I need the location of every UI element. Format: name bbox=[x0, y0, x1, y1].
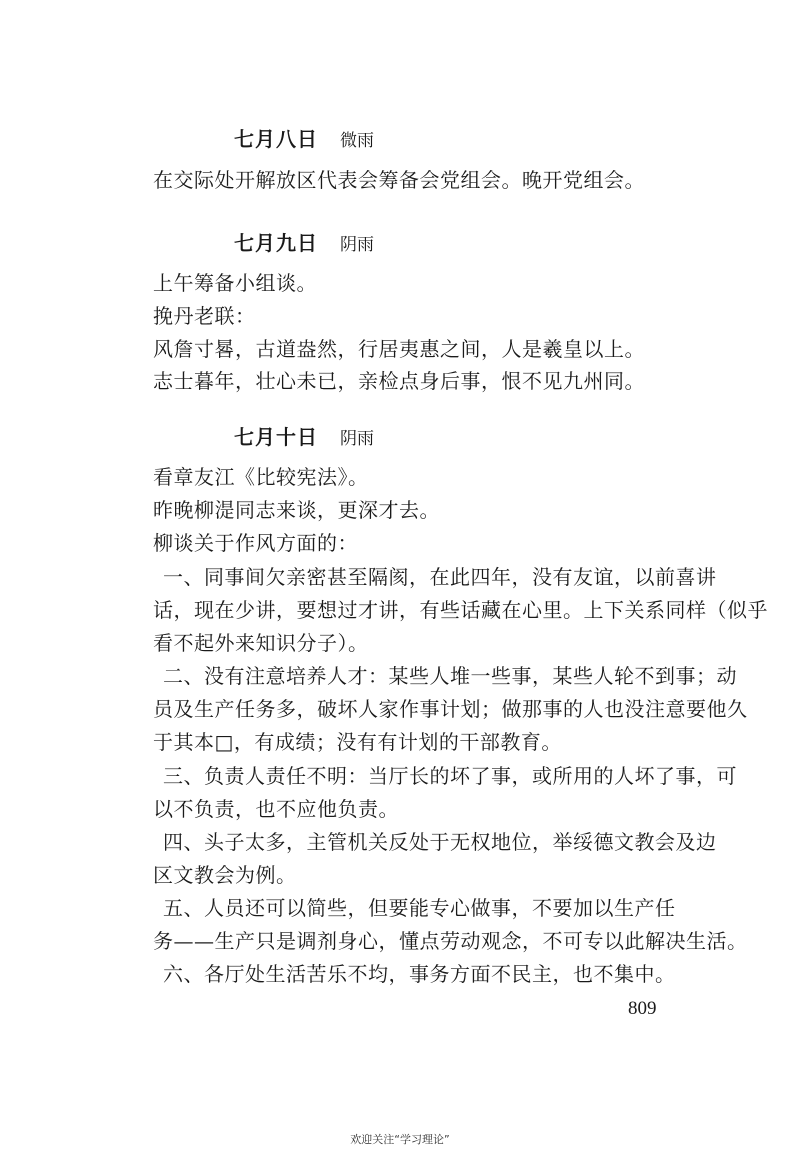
paragraph-line: 区文教会为例。 bbox=[153, 863, 297, 887]
entry-weather: 阴雨 bbox=[340, 235, 374, 255]
entry-heading-july-9 bbox=[234, 227, 374, 256]
page-number: 809 bbox=[628, 998, 657, 1019]
paragraph-line: 在交际处开解放区代表会筹备会党组会。晚开党组会。 bbox=[153, 168, 645, 192]
entry-weather: 阴雨 bbox=[340, 429, 374, 449]
paragraph-line: 五、人员还可以简些，但要能专心做事，不要加以生产任 bbox=[163, 896, 676, 920]
paragraph-line: 上午筹备小组谈。 bbox=[153, 271, 317, 295]
footer-note: 欢迎关注“学习理论” bbox=[350, 1133, 450, 1146]
paragraph-line: 六、各厅处生活苦乐不均，事务方面不民主，也不集中。 bbox=[163, 962, 676, 986]
paragraph-line: 挽丹老联： bbox=[153, 304, 256, 328]
paragraph-line: 员及生产任务多，破坏人家作事计划；做那事的人也没注意要他久 bbox=[153, 697, 748, 721]
entry-date: 七月十日 bbox=[234, 425, 318, 449]
paragraph-line: 于其本□，有成绩；没有有计划的干部教育。 bbox=[153, 730, 562, 754]
entry-date: 七月八日 bbox=[234, 127, 318, 151]
entry-weather: 微雨 bbox=[340, 131, 374, 151]
couplet-line: 风詹寸晷，古道盎然，行居夷惠之间，人是羲皇以上。 bbox=[153, 337, 645, 361]
paragraph-line: 三、负责人责任不明：当厅长的坏了事，或所用的人坏了事，可 bbox=[163, 764, 737, 788]
paragraph-line: 看章友江《比较宪法》。 bbox=[153, 465, 369, 489]
paragraph-line: 务——生产只是调剂身心，懂点劳动观念，不可专以此解决生活。 bbox=[153, 929, 748, 953]
paragraph-line: 昨晚柳湜同志来谈，更深才去。 bbox=[153, 498, 440, 522]
entry-date: 七月九日 bbox=[234, 231, 318, 255]
paragraph-line: 二、没有注意培养人才：某些人堆一些事，某些人轮不到事；动 bbox=[163, 664, 737, 688]
paragraph-line: 四、头子太多，主管机关反处于无权地位，举绥德文教会及边 bbox=[163, 830, 717, 854]
couplet-line: 志士暮年，壮心未已，亲检点身后事，恨不见九州同。 bbox=[153, 369, 645, 393]
paragraph-line: 话，现在少讲，要想过才讲，有些话藏在心里。上下关系同样（似乎 bbox=[153, 598, 768, 622]
paragraph-line: 看不起外来知识分子）。 bbox=[153, 631, 369, 655]
paragraph-line: 一、同事间欠亲密甚至隔阂，在此四年，没有友谊，以前喜讲 bbox=[163, 565, 717, 589]
paragraph-line: 柳谈关于作风方面的： bbox=[153, 531, 358, 555]
entry-heading-july-8 bbox=[234, 123, 374, 152]
paragraph-line: 以不负责，也不应他负责。 bbox=[153, 797, 399, 821]
entry-heading-july-10 bbox=[234, 421, 374, 450]
